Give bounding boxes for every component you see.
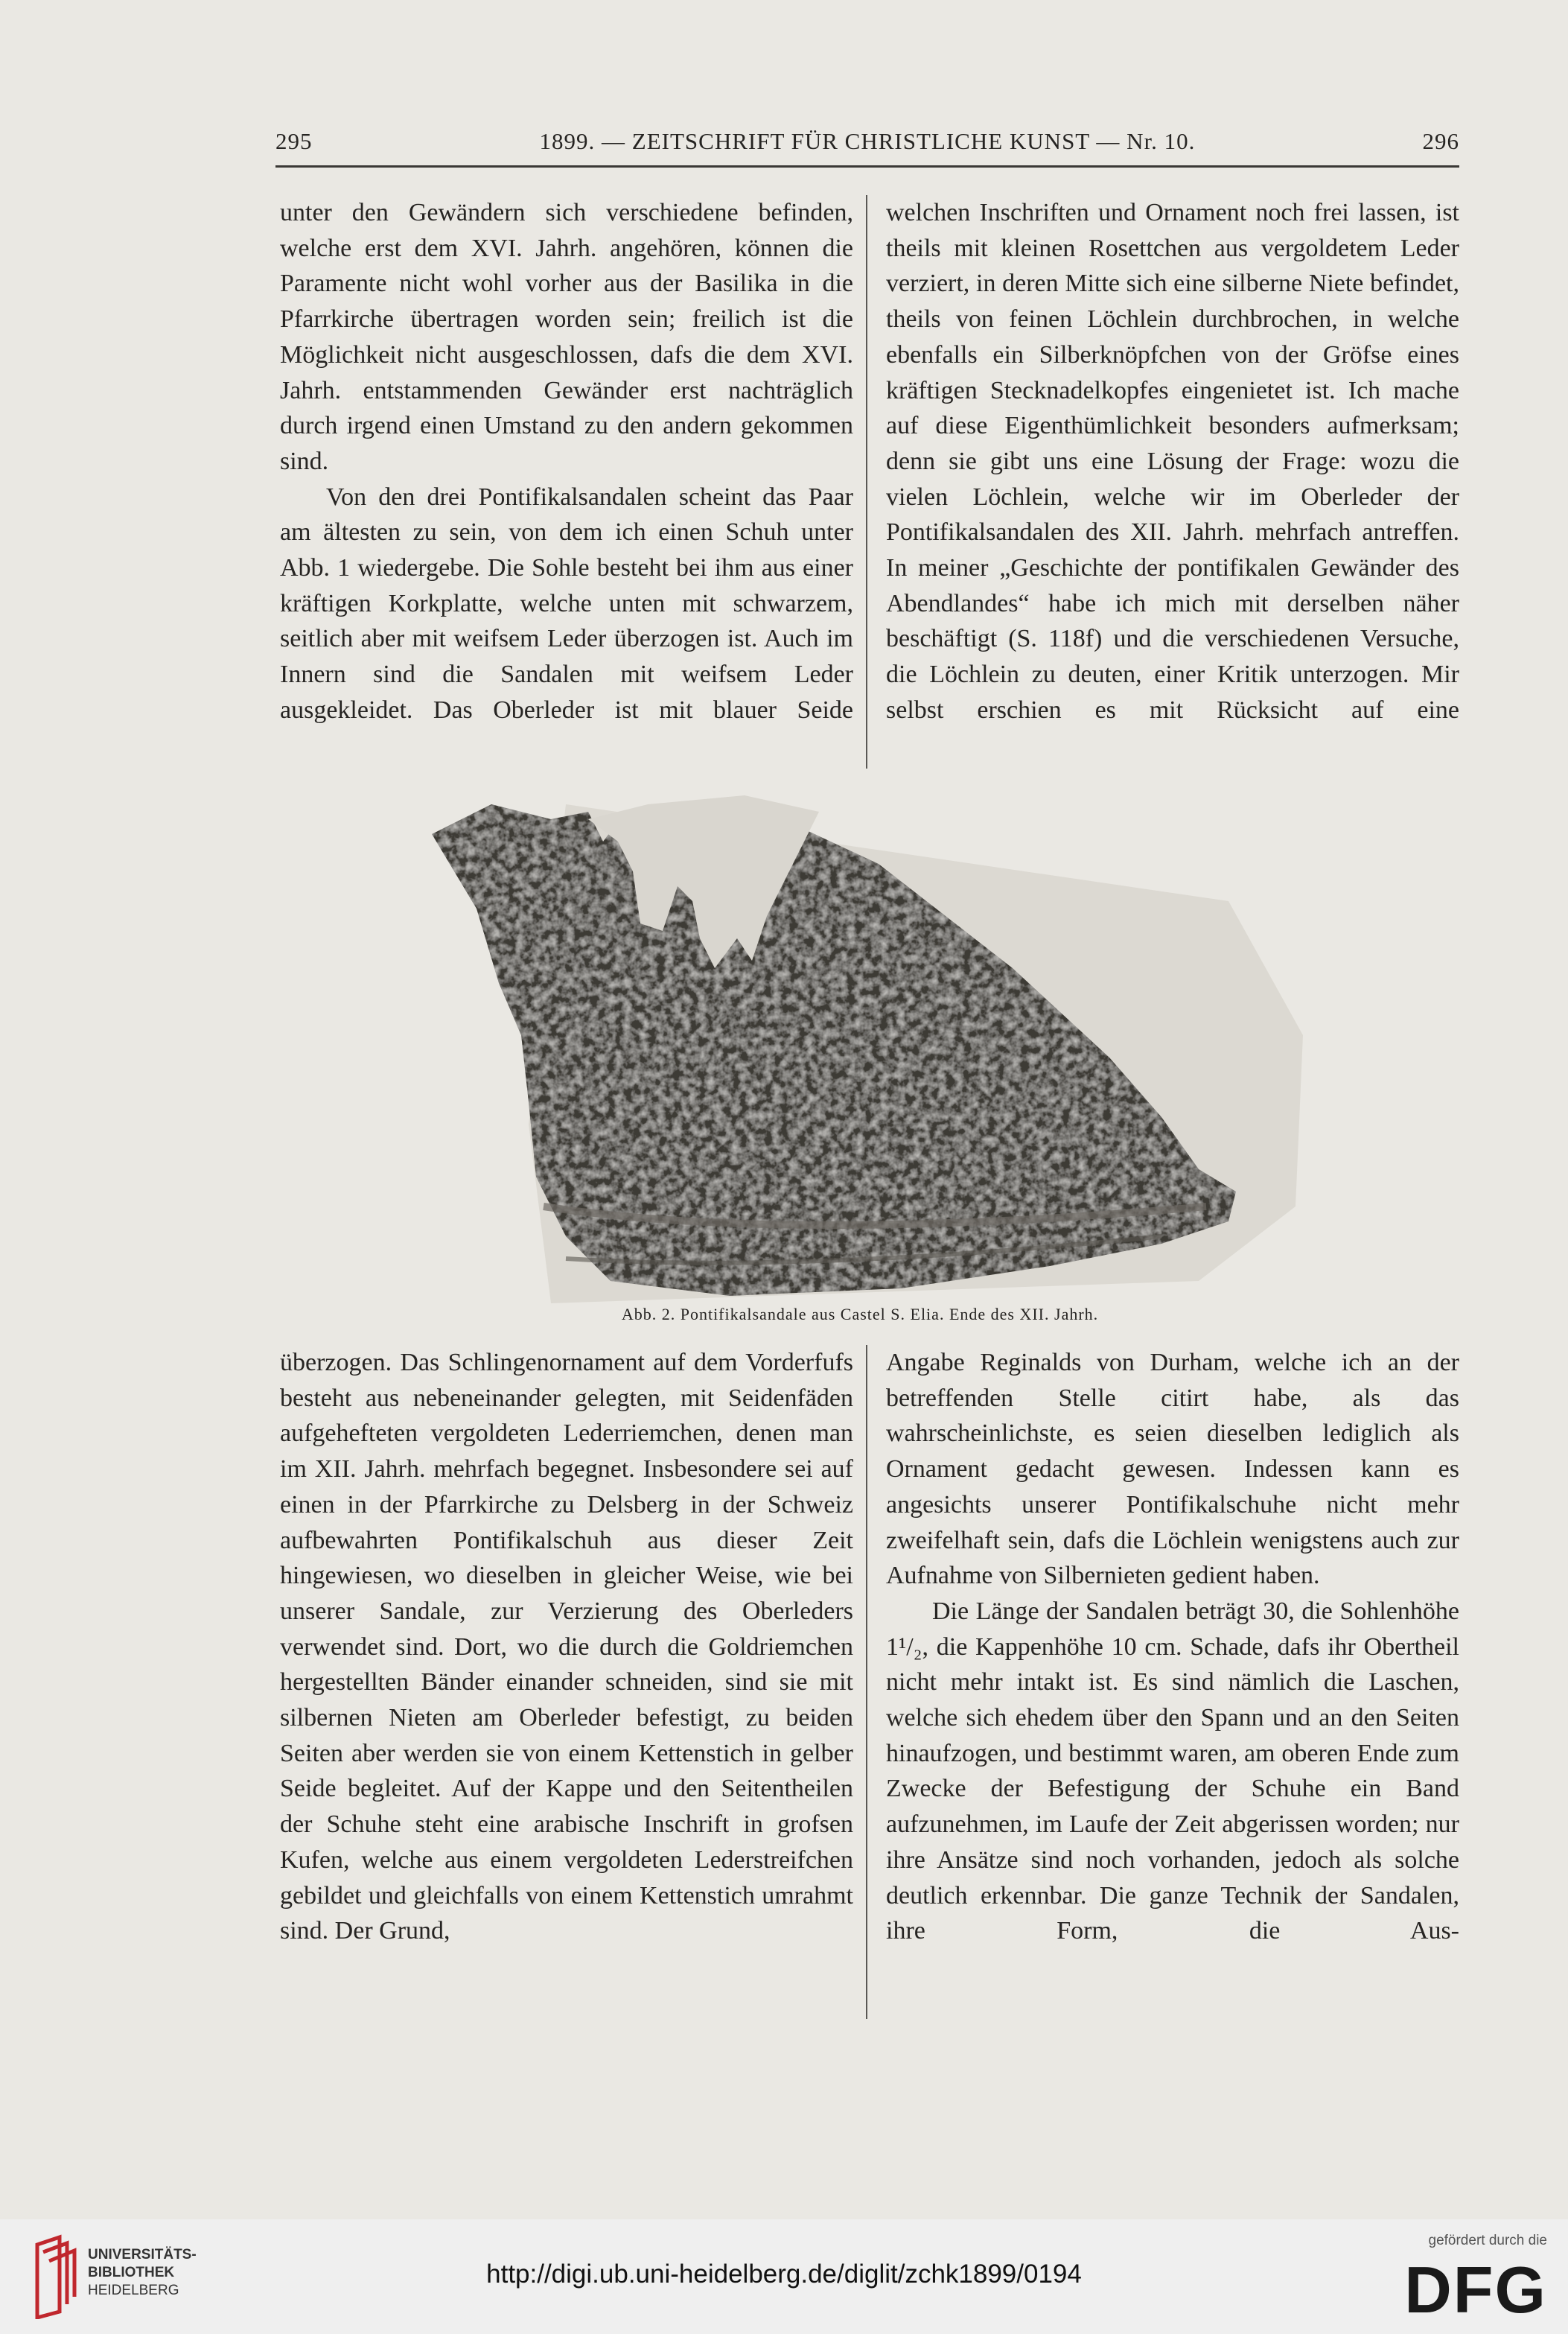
page-number-left: 295 bbox=[275, 128, 313, 154]
paragraph: überzogen. Das Schlingenornament auf dem Vorderfufs besteht aus nebeneinander gelegten, mit Seidenfäden aufgehefteten vergoldeten Lederriemchen, denen man im XII. Jahrh. mehrfach begegnet. Insbesondere sei auf einen in der Pfarrkirche zu Delsberg in der Schweiz aufbewahrten Pontifikalschuh aus dieser Zeit hingewiesen, wo dieselben in gleicher Weise, wie bei unserer Sandale, zur Verzierung des Oberleders verwendet sind. Dort, wo die durch die Goldriemchen hergestellten Bänder einander schneiden, sind sie mit silbernen Nieten am Oberleder befestigt, zu beiden Seiten aber werden sie von einem Kettenstich in gelber Seide begleitet. Auf der Kappe und den Seitentheilen der Schuhe steht eine arabische Inschrift in grofsen Kufen, welche aus einem vergoldeten Lederstreifchen gebildet und gleichfalls von einem Kettenstich umrahmt sind. Der Grund, bbox=[280, 1349, 853, 1945]
sandal-photo bbox=[417, 789, 1303, 1303]
column-rule bbox=[866, 1345, 867, 2019]
column-left-bottom bbox=[280, 1345, 853, 1949]
sandal-image bbox=[417, 789, 1303, 1303]
column-right-bottom bbox=[886, 1345, 1459, 1949]
page-number-right: 296 bbox=[1422, 128, 1459, 154]
library-name-line: UNIVERSITÄTS- bbox=[88, 2247, 197, 2263]
column-left-top bbox=[280, 195, 853, 728]
paragraph: Angabe Reginalds von Durham, welche ich an der betreffenden Stelle citirt habe, als das wahrscheinlichste, es seien dieselben lediglich als Ornament gedacht gewesen. Indessen kann es angesichts unserer Pontifikalschuhe nicht mehr zweifelhaft sein, dafs die Löchlein wenigstens auch zur Aufnahme von Silbernieten gedient haben. bbox=[886, 1349, 1459, 1590]
running-header bbox=[275, 128, 1459, 165]
permalink[interactable]: http://digi.ub.uni-heidelberg.de/diglit/zchk1899/0194 bbox=[486, 2260, 1082, 2289]
digitization-footer bbox=[0, 2219, 1568, 2334]
dfg-logo: DFG bbox=[1404, 2253, 1547, 2327]
header-rule bbox=[275, 165, 1459, 168]
library-name-line: HEIDELBERG bbox=[88, 2283, 179, 2298]
paragraph: Die Länge der Sandalen beträgt 30, die Sohlenhöhe 1¹/₂, die Kappenhöhe 10 cm. Schade, dafs ihr Obertheil nicht mehr intakt ist. Es sind nämlich die Laschen, welche sich ehedem über den Spann und an den Seiten hinaufzogen, und bestimmt waren, am oberen Ende zum Zwecke der Befestigung der Schuhe ein Band aufzunehmen, im Laufe der Zeit abgerissen worden; nur ihre Ansätze sind noch vorhanden, jedoch als solche deutlich erkennbar. Die ganze Technik der Sandalen, ihre Form, die Aus- bbox=[886, 1597, 1459, 1945]
paragraph: unter den Gewändern sich verschiedene befinden, welche erst dem XVI. Jahrh. angehören, können die Paramente nicht wohl vorher aus der Basilika in die Pfarrkirche übertragen worden sein; freilich ist die Möglichkeit nicht ausgeschlossen, dafs die dem XVI. Jahrh. entstammenden Gewänder erst nachträglich durch irgend einen Umstand zu den andern gekommen sind. bbox=[280, 199, 853, 475]
column-rule bbox=[866, 195, 867, 769]
funding-note: gefördert durch die bbox=[1428, 2233, 1547, 2248]
journal-title: 1899. — ZEITSCHRIFT FÜR CHRISTLICHE KUNST — Nr. 10. bbox=[539, 128, 1196, 154]
paragraph: Von den drei Pontifikalsandalen scheint das Paar am ältesten zu sein, von dem ich einen Schuh unter Abb. 1 wiedergebe. Die Sohle besteht bei ihm aus einer kräftigen Korkplatte, welche unten mit schwarzem, seitlich aber mit weifsem Leder überzogen ist. Auch im Innern sind die Sandalen mit weifsem Leder ausgekleidet. Das Oberleder ist mit blauer Seide bbox=[280, 483, 853, 724]
figure-caption: Abb. 2. Pontifikalsandale aus Castel S. Elia. Ende des XII. Jahrh. bbox=[621, 1305, 1099, 1323]
library-name-line: BIBLIOTHEK bbox=[88, 2265, 175, 2280]
paragraph: welchen Inschriften und Ornament noch frei lassen, ist theils mit kleinen Rosettchen aus vergoldetem Leder verziert, in deren Mitte sich eine silberne Niete befindet, theils von feinen Löchlein durchbrochen, in welche ebenfalls ein Silberknöpfchen von der Gröfse eines kräftigen Stecknadelkopfes eingenietet ist. Ich mache auf diese Eigenthümlichkeit besonders aufmerksam; denn sie gibt uns eine Lösung der Frage: wozu die vielen Löchlein, welche wir im Oberleder der Pontifikalsandalen des XII. Jahrh. mehrfach antreffen. In meiner „Geschichte der pontifikalen Gewänder des Abendlandes“ habe ich mich mit derselben näher beschäftigt (S. 118f) und die verschiedenen Versuche, die Löchlein zu deuten, einer Kritik unterzogen. Mir selbst erschien es mit Rücksicht auf eine bbox=[886, 199, 1459, 724]
column-right-top bbox=[886, 195, 1459, 728]
